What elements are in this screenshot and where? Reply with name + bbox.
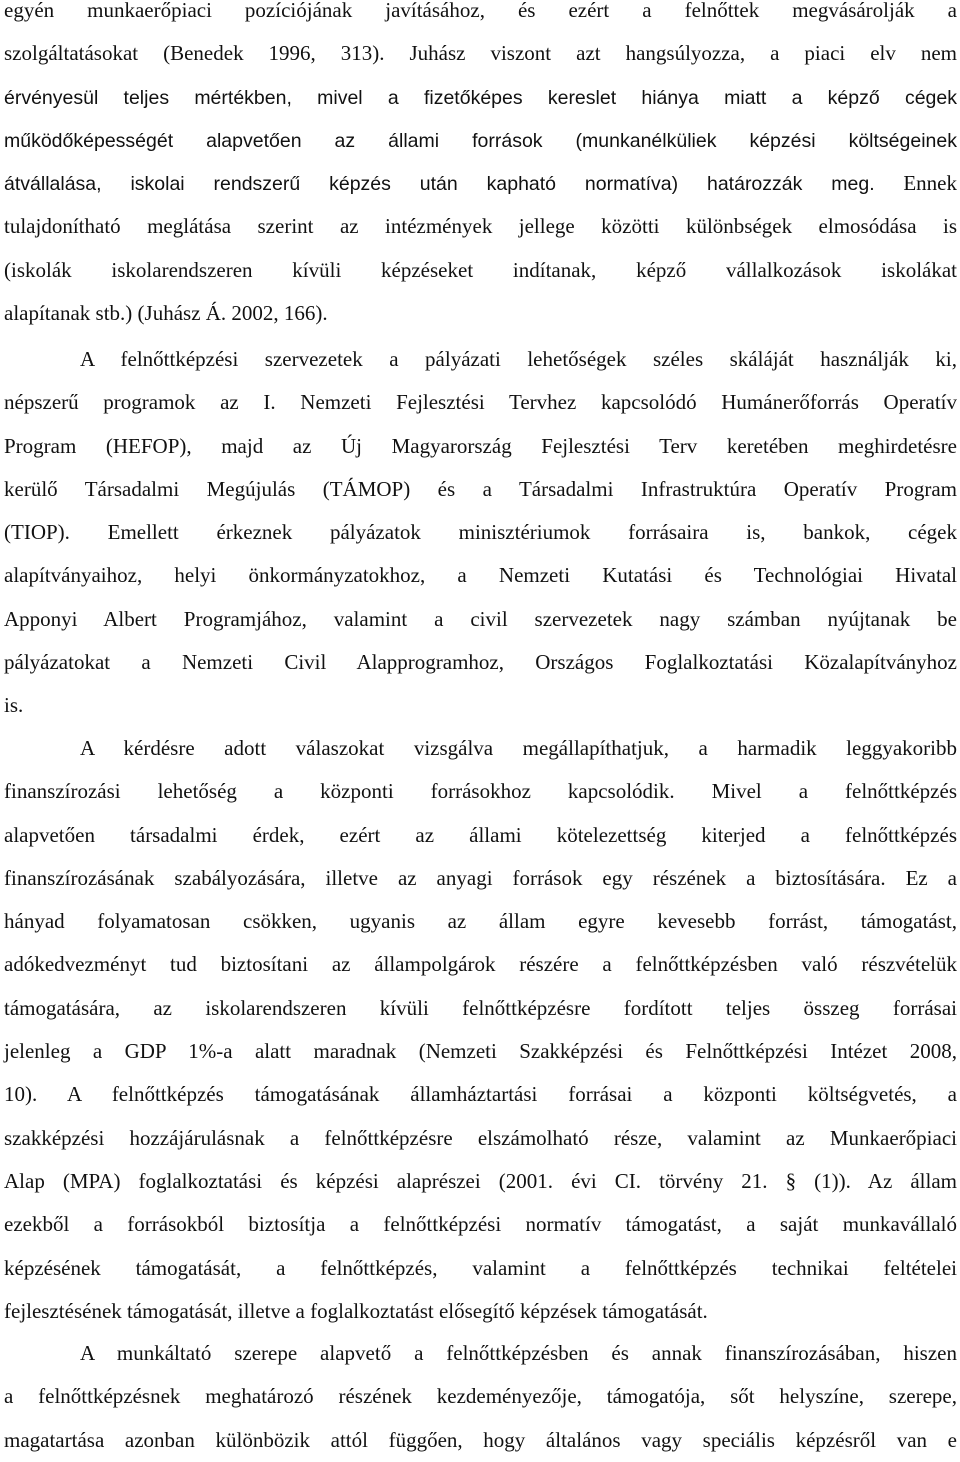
text-line <box>4 468 957 511</box>
text-run: kerülő Társadalmi Megújulás (TÁMOP) és a Társadalmi Infrastruktúra Operatív Program <box>4 476 957 501</box>
text-line <box>4 0 957 32</box>
text-line <box>4 381 957 424</box>
text-run: egyén munkaerőpiaci pozíciójának javításához, és ezért a felnőttek megvásárolják a <box>4 0 957 22</box>
text-run: népszerű programok az I. Nemzeti Fejlesztési Tervhez kapcsolódó Humánerőforrás Operatív <box>4 390 957 415</box>
text-line <box>4 1247 957 1290</box>
text-run: Apponyi Albert Programjához, valamint a civil szervezetek nagy számban nyújtanak be <box>4 606 957 631</box>
text-run: finanszírozási lehetőség a központi forrásokhoz kapcsolódik. Mivel a felnőttképzés <box>4 779 957 804</box>
text-line <box>4 292 957 335</box>
text-run: is. <box>4 693 24 718</box>
paragraph-2 <box>4 338 957 728</box>
text-line <box>4 205 957 248</box>
text-line <box>4 119 957 162</box>
paragraph-1 <box>4 0 957 335</box>
text-line <box>4 770 957 813</box>
paragraph-4 <box>4 1332 957 1462</box>
text-line <box>4 338 957 381</box>
text-line <box>4 1160 957 1203</box>
text-run: A munkáltató szerepe alapvető a felnőttképzésben és annak finanszírozásában, hiszen <box>80 1341 957 1365</box>
text-run: (iskolák iskolarendszeren kívüli képzéseket indítanak, képző vállalkozások iskolákat <box>4 257 957 282</box>
text-line <box>4 1203 957 1246</box>
text-run: Alap (MPA) foglalkoztatási és képzési alaprészei (2001. évi CI. törvény 21. § (1)). Az állam <box>4 1168 957 1193</box>
text-line <box>4 76 957 119</box>
text-run: képzésének támogatását, a felnőttképzés, valamint a felnőttképzés technikai feltételei <box>4 1255 957 1280</box>
text-line <box>4 598 957 641</box>
text-line <box>4 987 957 1030</box>
text-line <box>4 1375 957 1418</box>
text-run: (TIOP). Emellett érkeznek pályázatok minisztériumok forrásaira is, bankok, cégek <box>4 520 957 545</box>
text-line <box>4 1290 957 1333</box>
text-run: a felnőttképzésnek meghatározó részének kezdeményezője, támogatója, sőt helyszíne, szerepe, <box>4 1384 957 1409</box>
text-run: A felnőttképzési szervezetek a pályázati lehetőségek széles skáláját használják ki, <box>80 347 957 371</box>
text-run: Program (HEFOP), majd az Új Magyarország Fejlesztési Terv keretében meghirdetésre <box>4 433 957 458</box>
text-run: A kérdésre adott válaszokat vizsgálva megállapíthatjuk, a harmadik leggyakoribb <box>80 736 957 760</box>
text-line <box>4 32 957 75</box>
text-run: finanszírozásának szabályozására, illetve az anyagi források egy részének a biztosítására. Ez a <box>4 865 957 890</box>
text-run: tulajdonítható meglátása szerint az intézmények jellege közötti különbségek elmosódása is <box>4 214 957 239</box>
text-run: alapvetően társadalmi érdek, ezért az állami kötelezettség kiterjed a felnőttképzés <box>4 822 957 847</box>
text-line <box>4 727 957 770</box>
text-line <box>4 943 957 986</box>
text-line <box>4 641 957 684</box>
text-run: alapítványaihoz, helyi önkormányzatokhoz, a Nemzeti Kutatási és Technológiai Hivatal <box>4 563 957 588</box>
text-line <box>4 249 957 292</box>
text-run: ezekből a forrásokból biztosítja a felnőttképzési normatív támogatást, a saját munkavállaló <box>4 1212 957 1237</box>
text-line <box>4 511 957 554</box>
text-run: jelenleg a GDP 1%-a alatt maradnak (Nemzeti Szakképzési és Felnőttképzési Intézet 2008, <box>4 1039 957 1064</box>
text-line <box>4 684 957 727</box>
text-line <box>4 900 957 943</box>
text-line <box>4 814 957 857</box>
text-line <box>4 1030 957 1073</box>
text-line <box>4 162 957 205</box>
text-run: szolgáltatásokat (Benedek 1996, 313). Juhász viszont azt hangsúlyozza, a piaci elv nem <box>4 41 957 66</box>
text-line <box>4 554 957 597</box>
paragraph-3 <box>4 727 957 1333</box>
text-line <box>4 1117 957 1160</box>
text-run: 10). A felnőttképzés támogatásának államháztartási forrásai a központi költségvetés, a <box>4 1082 957 1107</box>
text-run: működőképességét alapvetően az állami források (munkanélküliek képzési költségeinek <box>4 129 957 152</box>
text-run: hányad folyamatosan csökken, ugyanis az állam egyre kevesebb forrást, támogatást, <box>4 909 957 934</box>
text-line <box>4 1332 957 1375</box>
text-line <box>4 425 957 468</box>
text-run: átvállalása, iskolai rendszerű képzés után kapható normatíva) határozzák meg. <box>4 173 875 196</box>
text-run: támogatására, az iskolarendszeren kívüli felnőttképzésre fordított teljes összeg forrásai <box>4 995 957 1020</box>
text-run: alapítanak stb.) (Juhász Á. 2002, 166). <box>4 301 328 326</box>
text-run: adókedvezményt tud biztosítani az állampolgárok részére a felnőttképzésben való részvételük <box>4 952 957 977</box>
text-line <box>4 1419 957 1462</box>
text-line <box>4 857 957 900</box>
text-run: magatartása azonban különbözik attól függően, hogy általános vagy speciális képzésről van e <box>4 1427 957 1452</box>
text-run: pályázatokat a Nemzeti Civil Alapprogramhoz, Országos Foglalkoztatási Közalapítványhoz <box>4 650 957 675</box>
text-run: Ennek <box>874 171 957 196</box>
text-run: szakképzési hozzájárulásnak a felnőttképzésre elszámolható része, valamint az Munkaerőpiaci <box>4 1125 957 1150</box>
text-line <box>4 1073 957 1116</box>
text-run: fejlesztésének támogatását, illetve a foglalkoztatást elősegítő képzések támogatását. <box>4 1298 708 1323</box>
text-run: érvényesül teljes mértékben, mivel a fizetőképes kereslet hiánya miatt a képző cégek <box>4 86 957 109</box>
